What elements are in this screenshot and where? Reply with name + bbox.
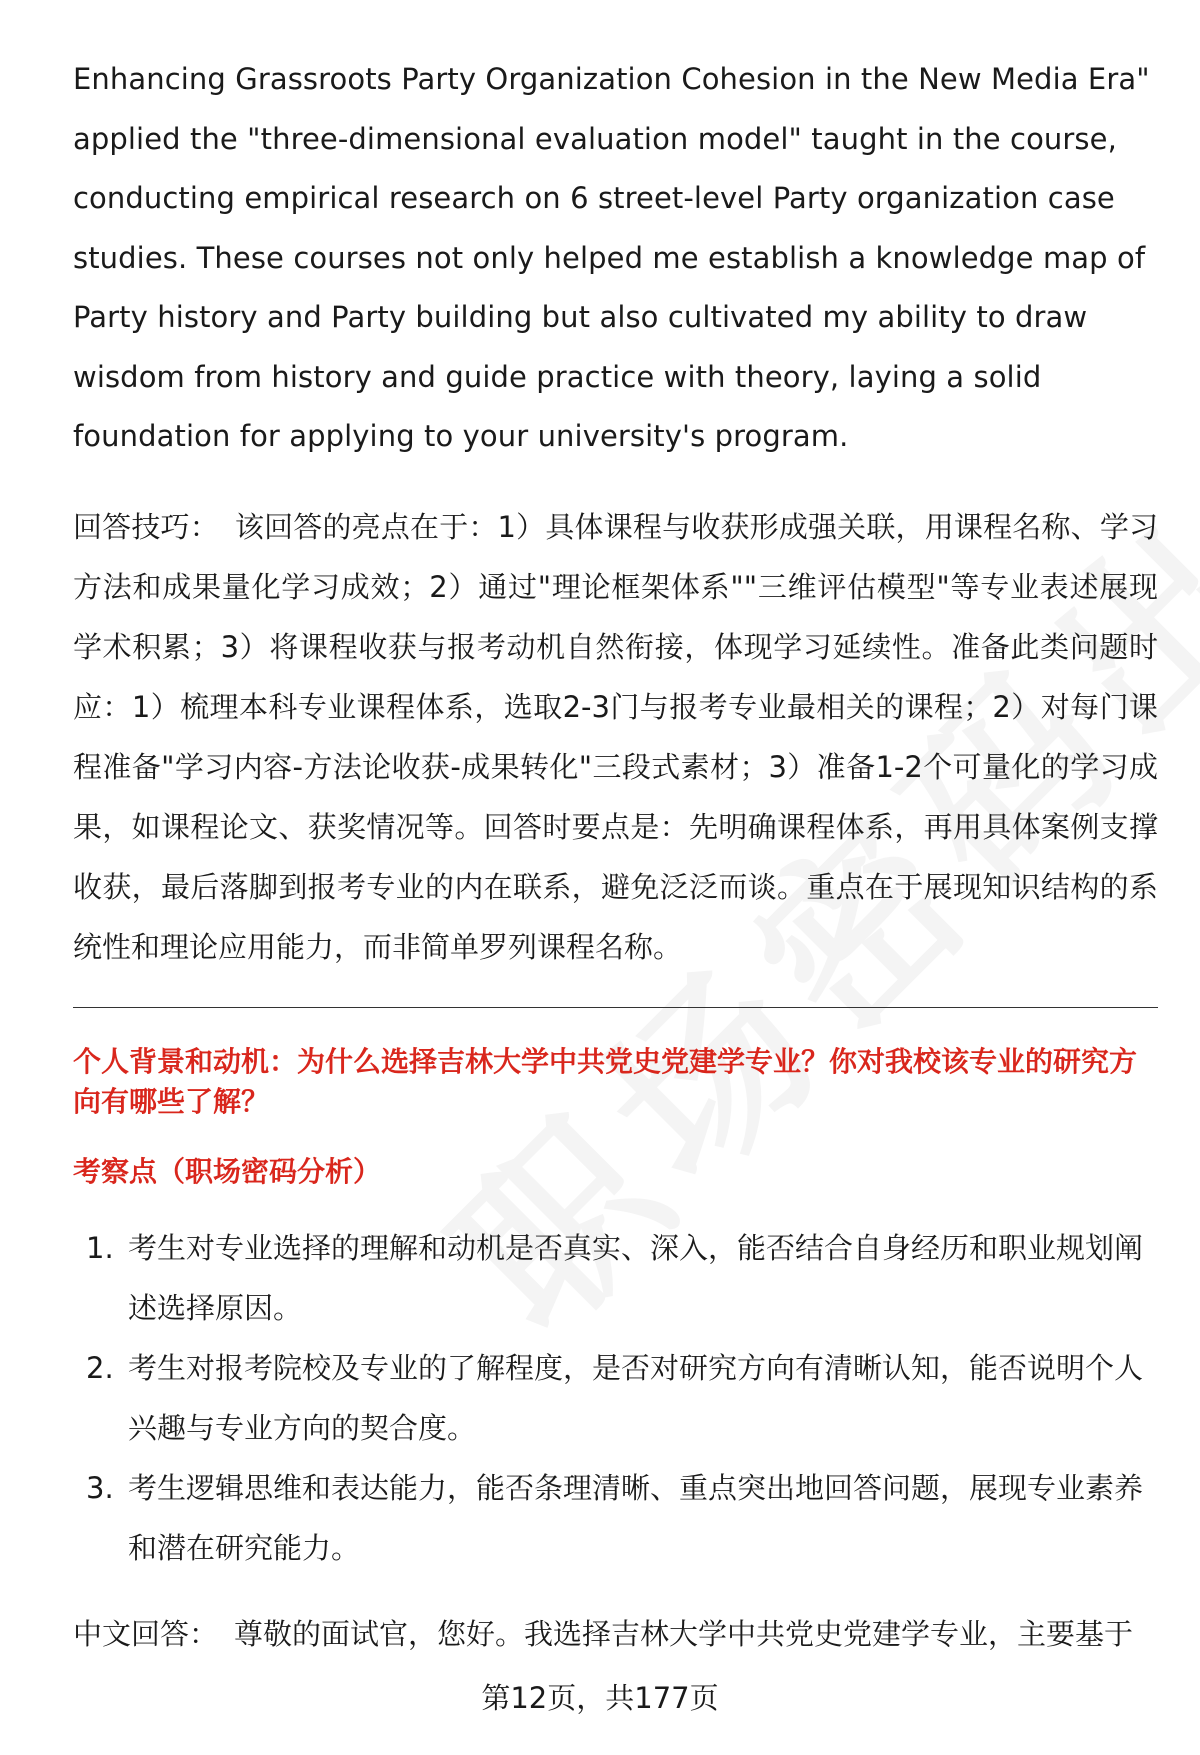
paragraph-line: conducting empirical research on 6 street-level Party organization case: [73, 181, 1115, 215]
paragraph-line: studies. These courses not only helped me establish a knowledge map of: [73, 240, 1146, 275]
paragraph-line: foundation for applying to your university's program.: [73, 419, 849, 453]
list-item-text: 考生逻辑思维和表达能力，能否条理清晰、重点突出地回答问题，展现专业素养和潜在研究能力。: [128, 1470, 1144, 1565]
question-title: 个人背景和动机：为什么选择吉林大学中共党史党建学专业？你对我校该专业的研究方向有哪些了解？: [73, 1044, 1138, 1118]
tips-label: 回答技巧：: [73, 509, 219, 544]
list-item-text: 考生对专业选择的理解和动机是否真实、深入，能否结合自身经历和职业规划阐述选择原因。: [128, 1230, 1144, 1325]
answer-label: 中文回答：: [73, 1616, 219, 1651]
paragraph-line: Party history and Party building but also cultivated my ability to draw: [73, 300, 1088, 334]
document-page: [73, 50, 1158, 1664]
assessment-points-heading: 考察点（职场密码分析）: [73, 1154, 382, 1188]
paragraph-line: wisdom from history and guide practice with theory, laying a solid: [73, 359, 1042, 394]
list-item: [73, 1458, 1158, 1578]
english-paragraph: [73, 50, 1158, 467]
list-item-number: 1.: [86, 1230, 114, 1265]
page-indicator: 第12页，共177页: [481, 1681, 719, 1715]
section-divider: [73, 1007, 1158, 1008]
tips-text: 该回答的亮点在于：1）具体课程与收获形成强关联，用课程名称、学习方法和成果量化学习成效；2）通过"理论框架体系""三维评估模型"等专业表述展现学术积累；3）将课程收获与报考动机自然衔接，体现学习延续性。准备此类问题时应：1）梳理本科专业课程体系，选取2-3门与报考专业最相关的课程；2）对每门课程准备"学习内容-方法论收获-成果转化"三段式素材；3）准备1-2个可量化的学习成果，如课程论文、获奖情况等。回答时要点是：先明确课程体系，再用具体案例支撑收获，最后落脚到报考专业的内在联系，避免泛泛而谈。重点在于展现知识结构的系统性和理论应用能力，而非简单罗列课程名称。: [73, 509, 1158, 964]
list-item: [73, 1218, 1158, 1338]
answer-text: 尊敬的面试官，您好。我选择吉林大学中共党史党建学专业，主要基于: [234, 1616, 1134, 1651]
chinese-answer: [73, 1604, 1158, 1664]
assessment-points-list: [73, 1218, 1158, 1578]
answer-tips: [73, 497, 1158, 977]
list-item-text: 考生对报考院校及专业的了解程度，是否对研究方向有清晰认知，能否说明个人兴趣与专业方向的契合度。: [128, 1350, 1144, 1445]
list-item: [73, 1338, 1158, 1458]
list-item-number: 3.: [86, 1470, 114, 1505]
paragraph-line: Enhancing Grassroots Party Organization Cohesion in the New Media Era": [73, 62, 1150, 96]
paragraph-line: applied the "three-dimensional evaluation model" taught in the course,: [73, 121, 1117, 156]
list-item-number: 2.: [86, 1350, 114, 1385]
